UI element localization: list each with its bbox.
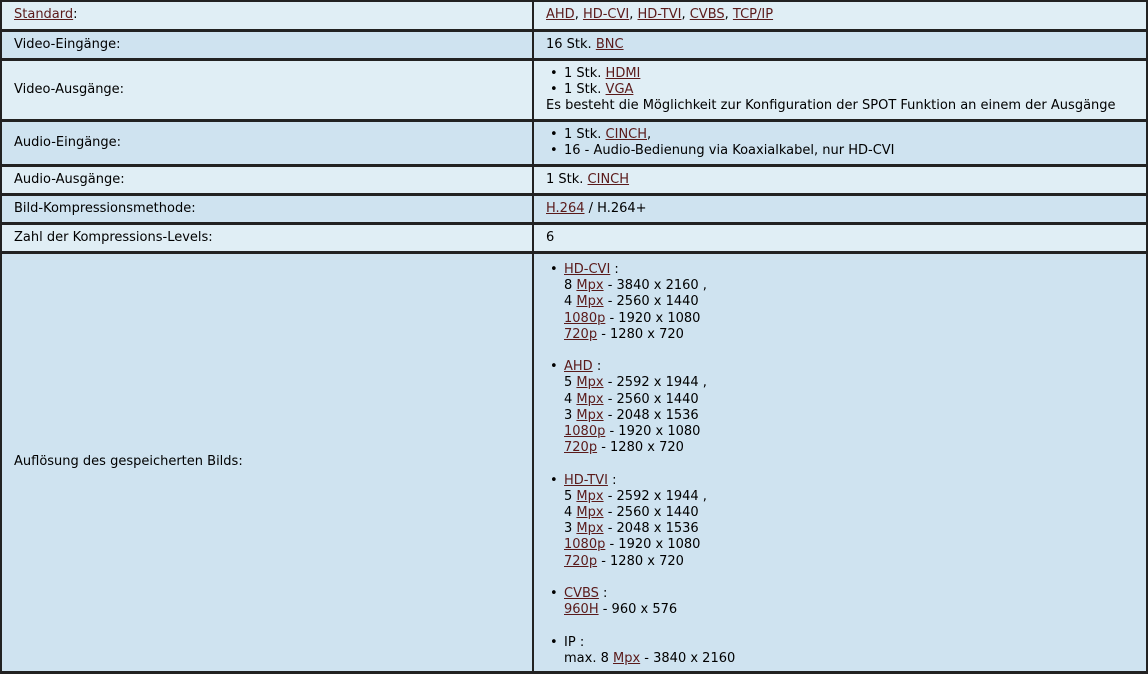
value-text: 16 Stk. bbox=[546, 36, 596, 52]
row-levels bbox=[0, 225, 1148, 254]
resolution-link[interactable]: 720p bbox=[564, 553, 598, 569]
value-text: 4 bbox=[564, 294, 577, 310]
row-label: Bild-Kompressionsmethode: bbox=[0, 196, 532, 225]
separator: , bbox=[724, 7, 733, 23]
standard-cvbs-link[interactable]: CVBS bbox=[689, 7, 725, 23]
row-label: Auflösung des gespeicherten Bilds: bbox=[0, 254, 532, 674]
value-text: 1 Stk. bbox=[564, 65, 606, 81]
resolution-link[interactable]: Mpx bbox=[576, 505, 604, 521]
list-item bbox=[546, 82, 1134, 98]
resolution-list bbox=[546, 586, 1134, 602]
standard-ahd-link[interactable]: AHD bbox=[546, 7, 575, 23]
value-text: 5 bbox=[564, 375, 577, 391]
resolution-line bbox=[546, 651, 1134, 667]
value-text: - 2592 x 1944 , bbox=[603, 488, 707, 504]
value-text: 5 bbox=[564, 488, 577, 504]
value-text: 1 Stk. bbox=[546, 171, 588, 187]
resolution-link[interactable]: 720p bbox=[564, 326, 598, 342]
value-text: - 2048 x 1536 bbox=[603, 521, 699, 537]
value-text: , bbox=[647, 126, 652, 142]
list-item bbox=[546, 127, 1134, 143]
value-text: - 2048 x 1536 bbox=[603, 407, 699, 423]
value-text: - 2560 x 1440 bbox=[603, 294, 699, 310]
value-text: 4 bbox=[564, 505, 577, 521]
resolution-link[interactable]: 960H bbox=[564, 602, 599, 618]
colon: : bbox=[575, 634, 585, 650]
cinch-link[interactable]: CINCH bbox=[605, 126, 648, 142]
value-text: 1 Stk. bbox=[564, 126, 606, 142]
value-text: 3 bbox=[564, 407, 577, 423]
value-text: - 1280 x 720 bbox=[597, 553, 684, 569]
resolution-group bbox=[546, 262, 1134, 343]
value-text: 8 bbox=[564, 278, 577, 294]
row-audio-out bbox=[0, 167, 1148, 196]
resolution-link[interactable]: Mpx bbox=[613, 650, 641, 666]
vga-link[interactable]: VGA bbox=[605, 81, 634, 97]
standard-name: IP bbox=[564, 634, 576, 650]
resolution-line bbox=[546, 489, 1134, 505]
colon: : bbox=[610, 262, 619, 277]
value-text: 4 bbox=[564, 391, 577, 407]
resolution-link[interactable]: Mpx bbox=[576, 488, 604, 504]
cinch-link[interactable]: CINCH bbox=[587, 171, 630, 187]
value-text: - 1920 x 1080 bbox=[605, 537, 701, 553]
resolution-line bbox=[546, 602, 1134, 618]
value-text: 16 - Audio-Bedienung via Koaxialkabel, nur HD-CVI bbox=[564, 143, 895, 158]
resolution-line bbox=[546, 327, 1134, 343]
row-label: Zahl der Kompressions-Levels: bbox=[0, 225, 532, 254]
colon: : bbox=[592, 359, 602, 375]
resolution-link[interactable]: 1080p bbox=[564, 310, 606, 326]
list-item bbox=[546, 359, 1134, 375]
value-text: - 2592 x 1944 , bbox=[603, 375, 707, 391]
value-text: - 960 x 576 bbox=[598, 602, 678, 618]
standard-hd-cvi-link[interactable]: HD-CVI bbox=[582, 7, 630, 23]
resolution-line bbox=[546, 440, 1134, 456]
row-resolution bbox=[0, 254, 1148, 674]
standard-tcp-ip-link[interactable]: TCP/IP bbox=[732, 7, 774, 23]
separator: , bbox=[681, 7, 690, 23]
row-label: Audio-Ausgänge: bbox=[0, 167, 532, 196]
row-value bbox=[532, 122, 1148, 167]
resolution-line bbox=[546, 311, 1134, 327]
resolution-link[interactable]: 720p bbox=[564, 440, 598, 456]
resolution-link[interactable]: Mpx bbox=[576, 521, 604, 537]
resolution-link[interactable]: Mpx bbox=[576, 375, 604, 391]
standard-name-link[interactable]: AHD bbox=[564, 359, 593, 375]
resolution-group bbox=[546, 586, 1134, 618]
row-video-out bbox=[0, 61, 1148, 122]
resolution-line bbox=[546, 554, 1134, 570]
value-text: - 2560 x 1440 bbox=[603, 391, 699, 407]
audio-in-list bbox=[546, 127, 1134, 159]
resolution-list bbox=[546, 473, 1134, 489]
standard-name-link[interactable]: HD-TVI bbox=[564, 472, 608, 488]
resolution-line bbox=[546, 537, 1134, 553]
value-text: - 3840 x 2160 , bbox=[603, 278, 707, 294]
resolution-link[interactable]: Mpx bbox=[576, 407, 604, 423]
list-item bbox=[546, 262, 1134, 278]
row-value bbox=[532, 254, 1148, 674]
row-label: Audio-Eingänge: bbox=[0, 122, 532, 167]
list-item bbox=[546, 635, 1134, 651]
row-value: 6 bbox=[532, 225, 1148, 254]
standard-name-link[interactable]: CVBS bbox=[564, 586, 599, 602]
resolution-group bbox=[546, 635, 1134, 667]
bnc-link[interactable]: BNC bbox=[595, 36, 624, 52]
row-value bbox=[532, 196, 1148, 225]
resolution-line bbox=[546, 375, 1134, 391]
standard-name-link[interactable]: HD-CVI bbox=[564, 262, 611, 277]
separator: , bbox=[629, 7, 638, 23]
resolution-line bbox=[546, 278, 1134, 294]
resolution-group bbox=[546, 359, 1134, 456]
separator: , bbox=[574, 7, 583, 23]
value-text: - 1280 x 720 bbox=[597, 440, 684, 456]
resolution-list bbox=[546, 262, 1134, 278]
list-item bbox=[546, 143, 1134, 159]
value-text: max. 8 bbox=[564, 650, 613, 666]
resolution-link[interactable]: 1080p bbox=[564, 537, 606, 553]
colon: : bbox=[607, 472, 617, 488]
value-text: / H.264+ bbox=[584, 200, 647, 216]
resolution-line bbox=[546, 521, 1134, 537]
value-text: - 3840 x 2160 bbox=[640, 650, 736, 666]
value-text: - 1920 x 1080 bbox=[605, 424, 701, 440]
resolution-line bbox=[546, 505, 1134, 521]
standard-link[interactable]: Standard bbox=[14, 7, 74, 23]
video-out-list bbox=[546, 66, 1134, 98]
resolution-link[interactable]: Mpx bbox=[576, 294, 604, 310]
standard-hd-tvi-link[interactable]: HD-TVI bbox=[637, 7, 682, 23]
row-label: Video-Eingänge: bbox=[0, 32, 532, 61]
resolution-link[interactable]: Mpx bbox=[576, 278, 604, 294]
row-value bbox=[532, 2, 1148, 32]
row-value bbox=[532, 61, 1148, 122]
h264-link[interactable]: H.264 bbox=[546, 200, 585, 216]
resolution-link[interactable]: Mpx bbox=[576, 391, 604, 407]
row-label: Video-Ausgänge: bbox=[0, 61, 532, 122]
resolution-groups bbox=[546, 262, 1134, 667]
resolution-list bbox=[546, 635, 1134, 651]
resolution-group bbox=[546, 473, 1134, 570]
value-text: 3 bbox=[564, 521, 577, 537]
list-item bbox=[546, 586, 1134, 602]
resolution-link[interactable]: 1080p bbox=[564, 424, 606, 440]
spot-note: Es besteht die Möglichkeit zur Konfiguration der SPOT Funktion an einem der Ausgänge bbox=[546, 98, 1116, 114]
value-text: - 2560 x 1440 bbox=[603, 505, 699, 521]
hdmi-link[interactable]: HDMI bbox=[605, 65, 641, 81]
resolution-line bbox=[546, 408, 1134, 424]
colon: : bbox=[598, 586, 608, 602]
value-text: 1 Stk. bbox=[564, 81, 606, 97]
row-value bbox=[532, 167, 1148, 196]
row-value bbox=[532, 32, 1148, 61]
row-compression bbox=[0, 196, 1148, 225]
resolution-list bbox=[546, 359, 1134, 375]
standard-values bbox=[546, 7, 773, 22]
resolution-line bbox=[546, 424, 1134, 440]
label-suffix: : bbox=[73, 7, 78, 23]
resolution-line bbox=[546, 294, 1134, 310]
row-label bbox=[0, 2, 532, 32]
list-item bbox=[546, 473, 1134, 489]
row-audio-in bbox=[0, 122, 1148, 167]
value-text: - 1920 x 1080 bbox=[605, 310, 701, 326]
resolution-line bbox=[546, 392, 1134, 408]
row-standard bbox=[0, 2, 1148, 32]
row-video-in bbox=[0, 32, 1148, 61]
value-text: - 1280 x 720 bbox=[597, 326, 684, 342]
list-item bbox=[546, 66, 1134, 82]
